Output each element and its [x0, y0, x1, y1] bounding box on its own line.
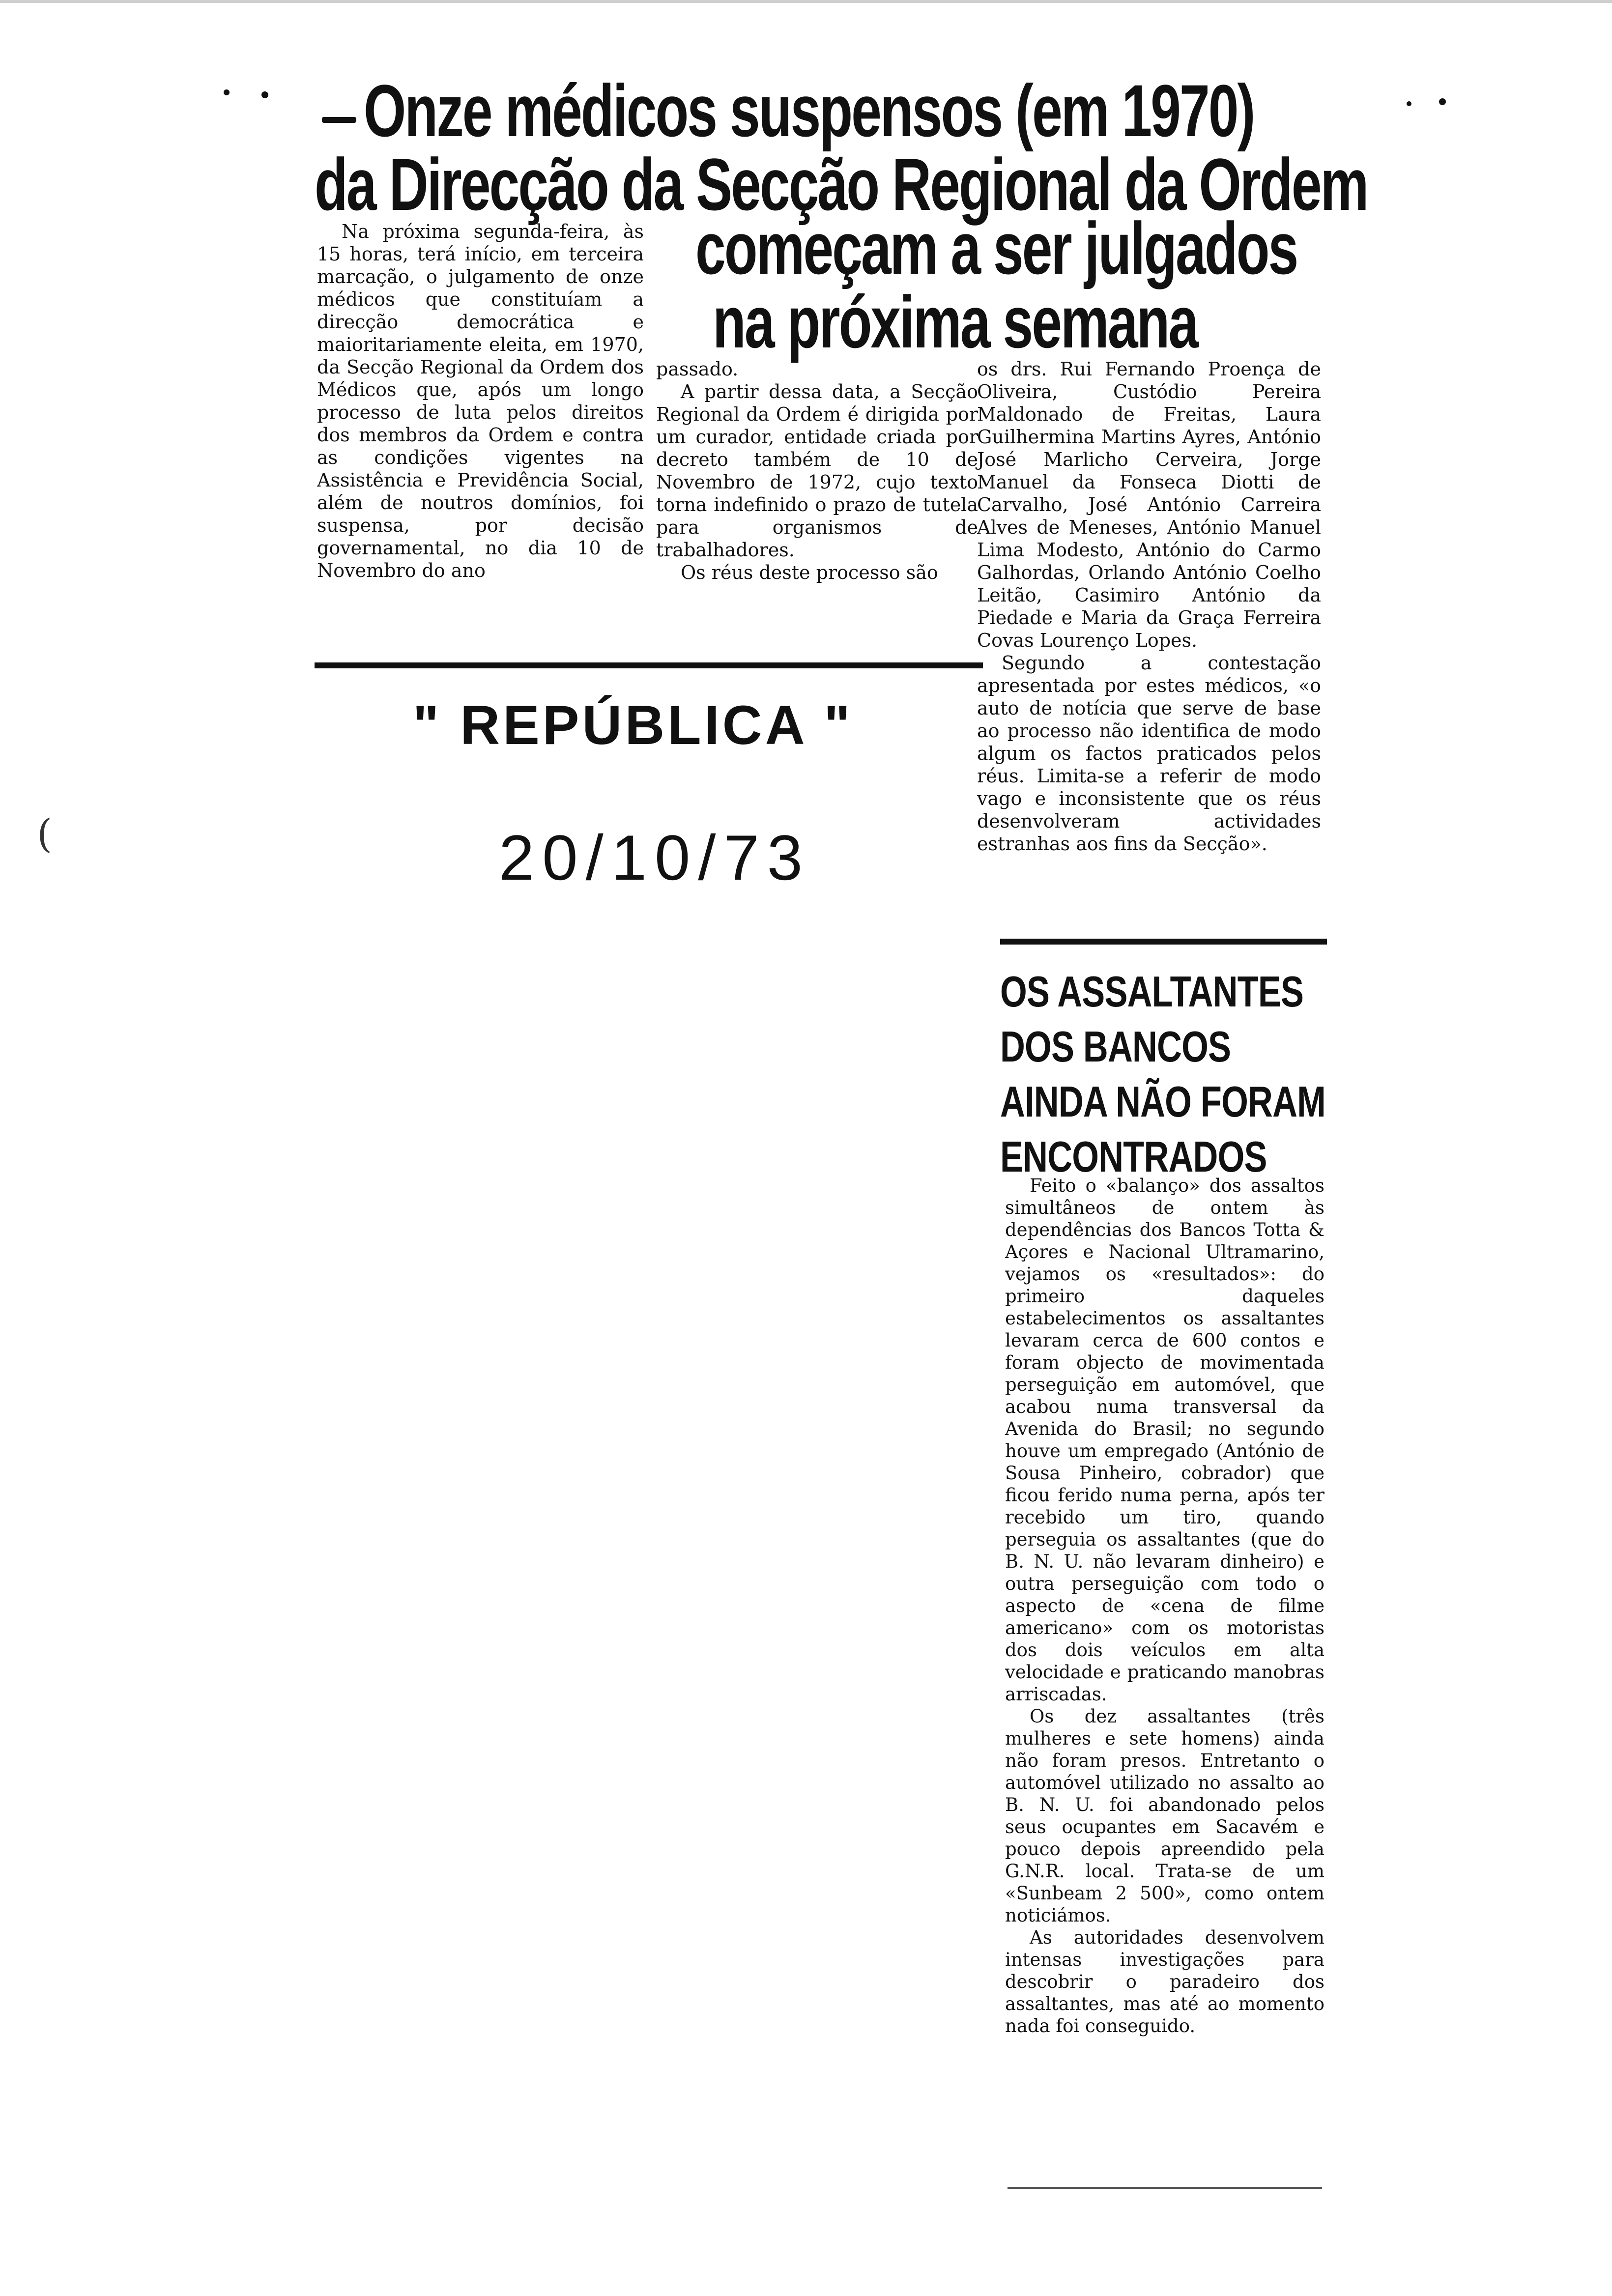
- article1-column-1: [317, 220, 644, 582]
- handwritten-source: " REPÚBLICA ": [413, 694, 853, 756]
- article1-column-3: [977, 358, 1321, 855]
- article1-paragraph: Na próxima segunda-feira, às 15 horas, terá início, em terceira marcação, o julgamento de onze médicos que constituíam a direcção democrática e maioritariamente eleita, em 1970, da Secção Regional da Ordem dos Médicos que, após um longo processo de luta pelos direitos dos membros da Ordem e contra as condições vigentes na Assistência e Previdência Social, além de noutros domínios, foi suspensa, por decisão governamental, no dia 10 de Novembro do ano: [317, 221, 644, 581]
- article2-headline-line: ENCONTRADOS: [1000, 1132, 1267, 1181]
- article2-headline: [1000, 964, 1354, 1184]
- article2-end-rule: [1008, 2187, 1322, 2189]
- article1-column-2: [656, 358, 978, 584]
- article1-paragraph: Os réus deste processo são: [681, 562, 938, 583]
- article2-paragraph: Feito o «balanço» dos assaltos simultâneos de ontem às dependências dos Bancos Totta & Açores e Nacional Ultramarino, vejamos os «resultados»: do primeiro daqueles estabelecimentos os assaltantes levaram cerca de 600 contos e foram objecto de movimentada perseguição em automóvel, que acabou numa transversal da Avenida do Brasil; no segundo houve um empregado (António de Sousa Pinheiro, cobrador) que ficou ferido numa perna, após ter recebido um tiro, quando perseguia os assaltantes (que do B. N. U. não levaram dinheiro) e outra perseguição com todo o aspecto de «cena de filme americano» com os motoristas dos dois veículos em alta velocidade e praticando manobras arriscadas.: [1005, 1175, 1324, 1705]
- article1-headline-line2: da Direcção da Secção Regional da Ordem: [315, 143, 1368, 226]
- article1-end-rule: [315, 662, 983, 668]
- article2-headline-line: OS ASSALTANTES: [1000, 967, 1304, 1016]
- top-edge-line: [0, 0, 1612, 3]
- article1-subhead-line1: começam a ser julgados: [695, 207, 1297, 289]
- article2-top-rule: [1000, 939, 1327, 945]
- speck: [224, 89, 230, 95]
- article2-headline-line: AINDA NÃO FORAM: [1000, 1077, 1325, 1126]
- article2-body: [1005, 1175, 1324, 2037]
- article1-paragraph: A partir dessa data, a Secção Regional da Ordem é dirigida por um curador, entidade criada por decreto também de 10 de Novembro de 1972, cujo texto torna indefinido o prazo de tutela para organismos de trabalhadores.: [656, 381, 978, 561]
- article1-paragraph: passado.: [656, 358, 739, 380]
- article2-paragraph: As autoridades desenvolvem intensas investigações para descobrir o paradeiro dos assaltantes, mas até ao momento nada foi conseguido.: [1005, 1927, 1324, 2037]
- article2-headline-line: DOS BANCOS: [1000, 1022, 1231, 1071]
- article1-subhead-line2: na próxima semana: [713, 281, 1198, 363]
- article1-paragraph: Segundo a contestação apresentada por estes médicos, «o auto de notícia que serve de base ao processo não identifica de modo algum os factos praticados pelos réus. Limita-se a referir de modo vago e inconsistente que os réus desenvolveram actividades estranhas aos fins da Secção».: [977, 652, 1321, 855]
- speck: [261, 91, 268, 98]
- headline-scribble: [322, 117, 356, 123]
- article2-paragraph: Os dez assaltantes (três mulheres e sete homens) ainda não foram presos. Entretanto o automóvel utilizado no assalto ao B. N. U. foi abandonado pelos seus ocupantes em Sacavém e pouco depois apreendido pela G.N.R. local. Trata-se de um «Sunbeam 2 500», como ontem noticiámos.: [1005, 1706, 1324, 1926]
- speck: [1439, 98, 1446, 105]
- article1-paragraph: os drs. Rui Fernando Proença de Oliveira, Custódio Pereira Maldonado de Freitas, Laura Guilhermina Martins Ayres, António José Marlicho Cerveira, Jorge Manuel da Fonseca Diotti de Carvalho, José António Carreira Alves de Meneses, António Manuel Lima Modesto, António do Carmo Galhordas, Orlando António Coelho Leitão, Casimiro António da Piedade e Maria da Graça Ferreira Covas Lourenço Lopes.: [977, 358, 1321, 651]
- article1-headline-line1: Onze médicos suspensos (em 1970): [364, 69, 1254, 152]
- margin-mark: (: [37, 811, 53, 857]
- speck: [1407, 101, 1411, 106]
- handwritten-date: 20/10/73: [499, 822, 811, 893]
